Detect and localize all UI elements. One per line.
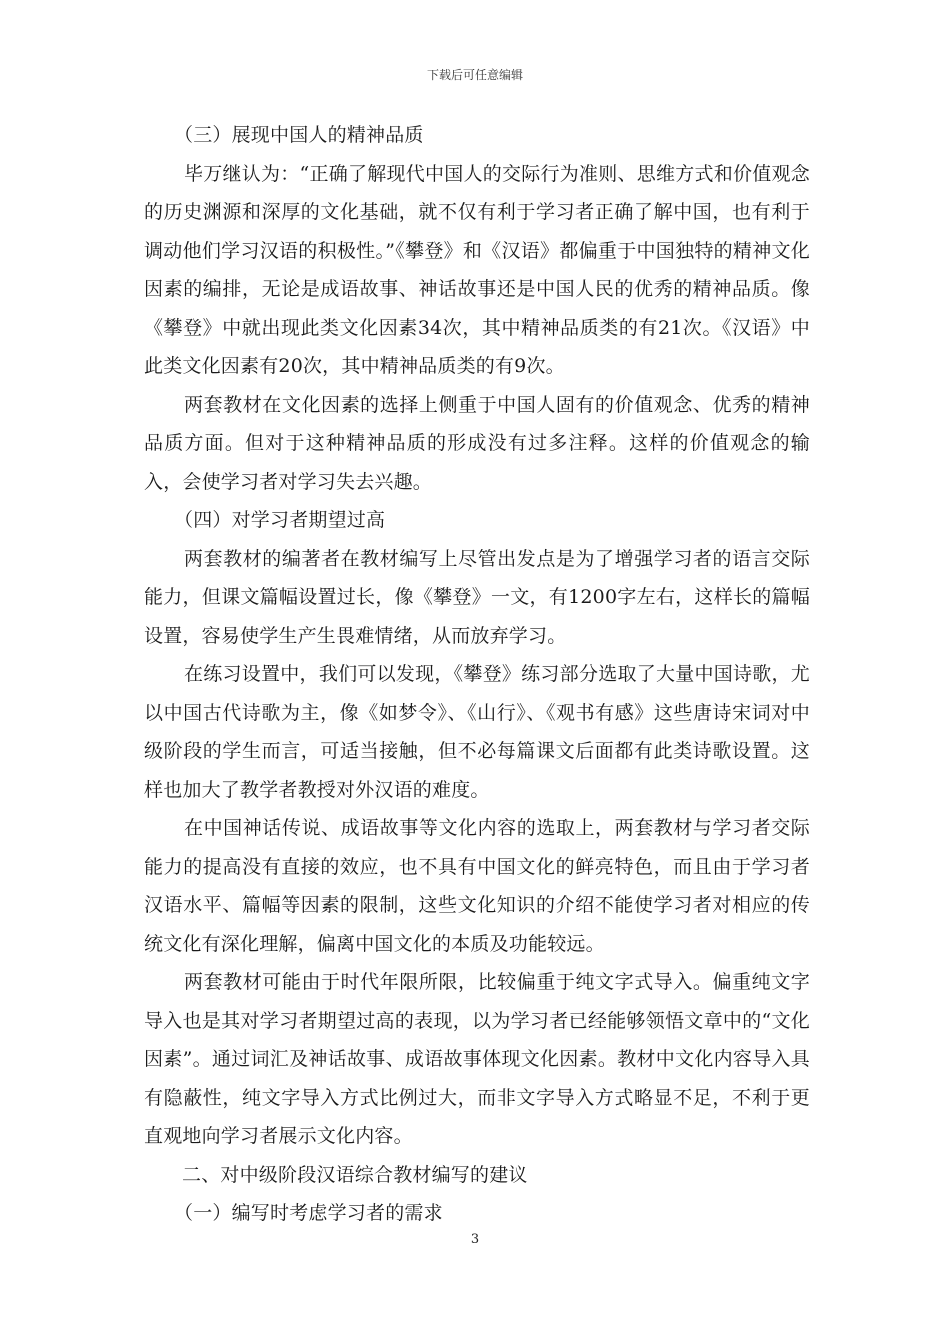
page-number: 3 — [470, 1232, 480, 1247]
document-body — [144, 116, 810, 1233]
section-heading-1: （一）编写时考虑学习者的需求 — [174, 1202, 443, 1224]
page-header: 下载后可任意编辑 — [426, 68, 523, 82]
paragraph: 两套教材的编著者在教材编写上尽管出发点是为了增强学习者的语言交际能力，但课文篇幅设置过长，像《攀登》一文，有1200字左右，这样长的篇幅设置，容易使学生产生畏难情绪，从而放弃学习。 — [144, 547, 810, 647]
section-heading-4: （四）对学习者期望过高 — [174, 509, 386, 531]
paragraph: 两套教材在文化因素的选择上侧重于中国人固有的价值观念、优秀的精神品质方面。但对于这种精神品质的形成没有过多注释。这样的价值观念的输入，会使学习者对学习失去兴趣。 — [144, 393, 810, 493]
paragraph: 两套教材可能由于时代年限所限，比较偏重于纯文字式导入。偏重纯文字导入也是其对学习者期望过高的表现，以为学习者已经能够领悟文章中的“文化因素”。通过词汇及神话故事、成语故事体现文化因素。教材中文化内容导入具有隐蔽性，纯文字导入方式比例过大，而非文字导入方式略显不足，不利于更直观地向学习者展示文化内容。 — [144, 971, 810, 1147]
section-heading-3: （三）展现中国人的精神品质 — [174, 124, 424, 146]
paragraph: 毕万继认为：“正确了解现代中国人的交际行为准则、思维方式和价值观念的历史渊源和深厚的文化基础，就不仅有利于学习者正确了解中国，也有利于调动他们学习汉语的积极性。”《攀登》和《汉语》都偏重于中国独特的精神文化因素的编排，无论是成语故事、神话故事还是中国人民的优秀的精神品质。像《攀登》中就出现此类文化因素34次，其中精神品质类的有21次。《汉语》中此类文化因素有20次，其中精神品质类的有9次。 — [144, 162, 810, 377]
paragraph: 在练习设置中，我们可以发现，《攀登》练习部分选取了大量中国诗歌，尤以中国古代诗歌为主，像《如梦令》、《山行》、《观书有感》这些唐诗宋词对中级阶段的学生而言，可适当接触，但不必每篇课文后面都有此类诗歌设置。这样也加大了教学者教授对外汉语的难度。 — [144, 663, 810, 801]
paragraph: 在中国神话传说、成语故事等文化内容的选取上，两套教材与学习者交际能力的提高没有直接的效应，也不具有中国文化的鲜亮特色，而且由于学习者汉语水平、篇幅等因素的限制，这些文化知识的介绍不能使学习者对相应的传统文化有深化理解，偏离中国文化的本质及功能较远。 — [144, 817, 810, 955]
chapter-heading-2: 二、对中级阶段汉语综合教材编写的建议 — [182, 1163, 528, 1186]
